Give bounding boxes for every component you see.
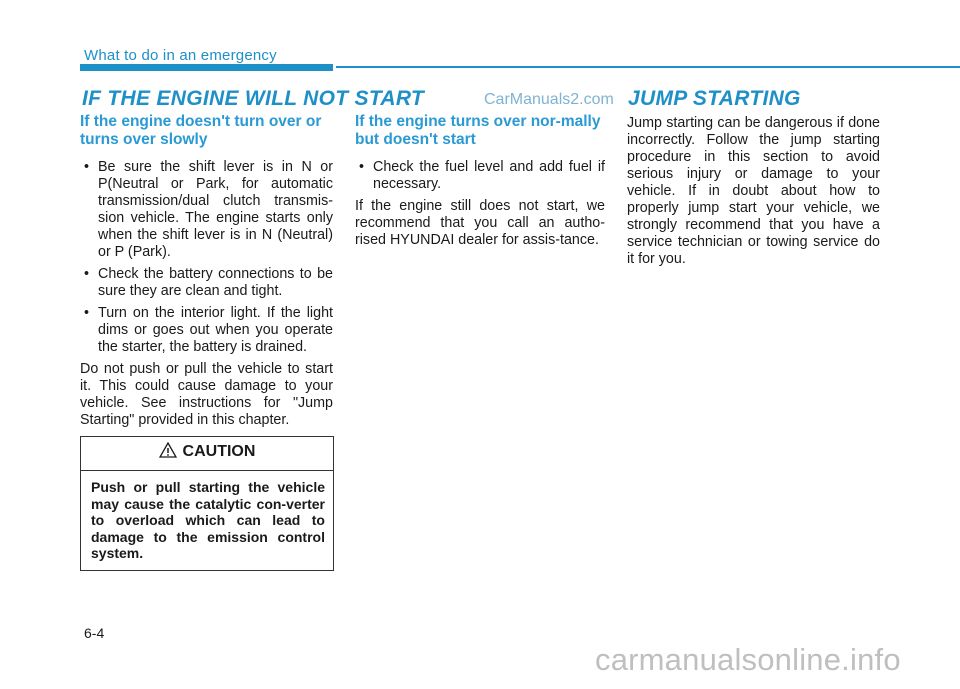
caution-title: CAUTION xyxy=(182,443,256,460)
list-item: • Check the fuel level and add fuel if necessary. xyxy=(355,159,605,193)
section-label: What to do in an emergency xyxy=(84,47,277,64)
list-item: • Check the battery connections to be sure they are clean and tight. xyxy=(80,266,333,300)
section-title-engine-not-start: IF THE ENGINE WILL NOT START xyxy=(82,87,425,110)
warning-triangle-icon xyxy=(159,442,177,458)
caution-header xyxy=(81,442,333,461)
section-title-jump-starting: JUMP STARTING xyxy=(628,87,801,110)
caution-text: Push or pull starting the vehicle may cause the catalytic con-verter to overload which can lead to damage to the emission control system. xyxy=(91,479,325,561)
column-3 xyxy=(627,115,880,268)
column-2 xyxy=(355,113,605,249)
subhead-turns-over-normally: If the engine turns over nor-mally but doesn't start xyxy=(355,113,601,148)
subhead-doesnt-turn-over: If the engine doesn't turn over or turns over slowly xyxy=(80,113,322,148)
header-bar xyxy=(80,64,333,71)
header-rule xyxy=(336,66,960,68)
column-1 xyxy=(80,113,333,429)
page-number: 6-4 xyxy=(84,625,105,641)
paragraph-engine-still-not-start: If the engine still does not start, we recommend that you call an autho-rised HYUNDAI dealer for assis-tance. xyxy=(355,198,605,248)
list-item: • Turn on the interior light. If the light dims or goes out when you operate the starter, the battery is drained. xyxy=(80,305,333,356)
list-item: • Be sure the shift lever is in N or P(Neutral or Park, for automatic transmission/dual clutch transmis-sion vehicle. The engine starts only when the shift lever is in N (Neutral) or P (Park). xyxy=(80,159,333,261)
bullet-list xyxy=(80,159,333,356)
footer-watermark: carmanualsonline.info xyxy=(595,642,901,677)
bullet-list xyxy=(355,159,605,193)
paragraph-do-not-push: Do not push or pull the vehicle to start it. This could cause damage to your vehicle. See instructions for "Jump Starting" provided in this chapter. xyxy=(80,361,333,428)
paragraph-jump-starting: Jump starting can be dangerous if done incorrectly. Follow the jump starting procedure in this section to avoid serious injury or damage to your vehicle. If in doubt about how to properly jump start your vehicle, we strongly recommend that you have a service technician or towing service do it for you. xyxy=(627,115,880,267)
caution-divider xyxy=(81,470,333,471)
watermark: CarManuals2.com xyxy=(484,91,614,108)
caution-box xyxy=(80,436,334,571)
